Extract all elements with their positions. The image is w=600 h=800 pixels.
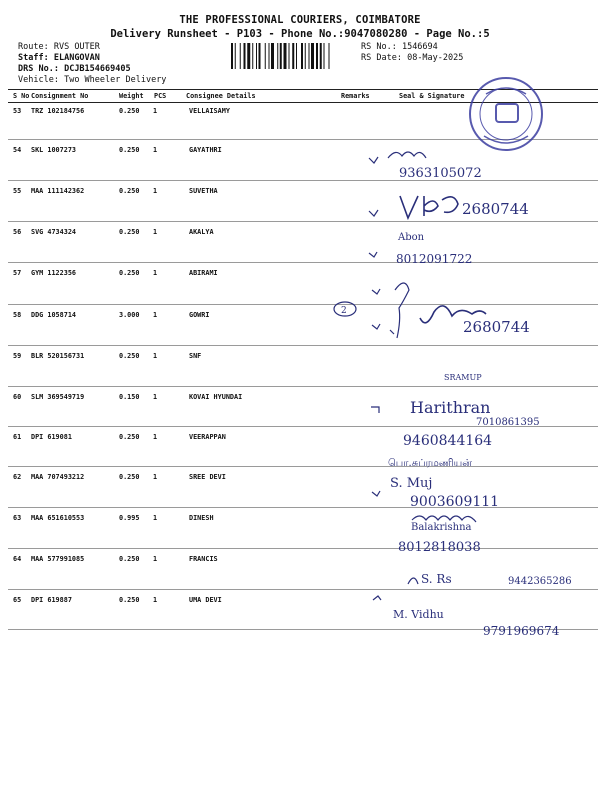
row-pcs: 1 [153,228,158,236]
table-row [8,181,598,222]
row-weight: 0.250 [119,107,140,115]
row-weight: 0.250 [119,146,140,154]
route-value: RVS OUTER [53,42,100,52]
sig-64-mark: S. Rs [421,572,452,586]
vehicle-value: Two Wheeler Delivery [64,75,167,85]
row-weight: 0.250 [119,269,140,277]
sig-60-phone: 7010861395 [476,417,540,428]
row-consignee: SREE DEVI [189,473,226,481]
row-pcs: 1 [153,555,158,563]
row-pcs: 1 [153,433,158,441]
row-consignee: GAYATHRI [189,146,222,154]
runsheet-title: Delivery Runsheet - P103 - Phone No.:9047080280 - Page No.:5 [110,28,490,40]
row-consignee: FRANCIS [189,555,218,563]
vehicle-line: Vehicle: Two Wheeler Delivery [18,75,167,85]
staff-line: Staff: ELANGOVAN [18,53,100,63]
row-weight: 0.250 [119,433,140,441]
col-seal: Seal & Signature [399,92,465,100]
sig-65-name: M. Vidhu [393,608,444,621]
row-consignment: GYM 1122356 [31,269,77,277]
sig-62-phone: 9003609111 [410,494,500,510]
row-sno: 56 [13,228,22,236]
row-sno: 53 [13,107,22,115]
table-row [8,427,598,467]
row-sno: 62 [13,473,22,481]
row-consignment: BLR 520156731 [31,352,85,360]
row-sno: 65 [13,596,22,604]
row-consignment: DPI 619887 [31,596,72,604]
row-pcs: 1 [153,187,158,195]
row-sno: 61 [13,433,22,441]
row-pcs: 1 [153,311,158,319]
row-sno: 58 [13,311,22,319]
sig-64-phone: 9442365286 [508,576,572,587]
row-pcs: 1 [153,514,158,522]
row-consignment: SVG 4734324 [31,228,77,236]
table-row [8,101,598,140]
table-row [8,387,598,427]
row-weight: 0.250 [119,473,140,481]
row-weight: 3.000 [119,311,140,319]
row-consignment: TRZ 102184756 [31,107,85,115]
row-weight: 0.250 [119,187,140,195]
row-pcs: 1 [153,473,158,481]
row-weight: 0.150 [119,393,140,401]
table-row [8,140,598,181]
row-consignee: GOWRI [189,311,210,319]
col-weight: Weight [119,92,144,100]
row-pcs: 1 [153,146,158,154]
row-consignment: MAA 111142362 [31,187,85,195]
row-consignment: SKL 1007273 [31,146,77,154]
table-row [8,549,598,590]
col-pcs: PCS [154,92,167,100]
sig-60-name: Harithran [410,398,491,417]
table-row [8,305,598,346]
row-consignment: DPI 619081 [31,433,72,441]
sig-56-name: Abon [398,232,425,243]
row-consignee: ABIRAMI [189,269,218,277]
row-sno: 55 [13,187,22,195]
row-weight: 0.250 [119,596,140,604]
sig-59-stamp: SRAMUP [444,373,482,382]
rs-no-line: RS No.: 1546694 [361,42,438,52]
col-remarks: Remarks [341,92,370,100]
sig-56-phone: 8012091722 [396,252,473,266]
sig-65-phone: 9791969674 [483,624,560,638]
table-row [8,590,598,630]
table-row [8,467,598,508]
row-pcs: 1 [153,107,158,115]
sig-61-tamil: பொ.சுப்ரமணியன் [388,458,472,469]
row-weight: 0.250 [119,228,140,236]
row-consignment: SLM 369549719 [31,393,85,401]
sig-63-name: Balakrishna [411,522,472,533]
row-consignee: SUVETHA [189,187,218,195]
row-consignment: DDG 1058714 [31,311,77,319]
table-row [8,222,598,263]
row-consignee: DINESH [189,514,214,522]
row-sno: 63 [13,514,22,522]
row-pcs: 1 [153,269,158,277]
company-title: THE PROFESSIONAL COURIERS, COIMBATORE [179,14,421,26]
sig-62-name: S. Muj [390,476,433,491]
drs-value: DCJB154669405 [64,64,131,74]
row-weight: 0.995 [119,514,140,522]
row-consignee: KOVAI HYUNDAI [189,393,243,401]
col-sno: S No [13,92,30,100]
circle-mark: 2 [341,306,347,316]
sig-54-phone: 9363105072 [399,166,482,181]
rs-date-value: 08-May-2025 [407,53,464,63]
row-weight: 0.250 [119,555,140,563]
sig-58-number: 2680744 [463,318,530,336]
sig-55-number: 2680744 [462,200,529,218]
route-line: Route: RVS OUTER [18,42,100,52]
row-consignee: AKALYA [189,228,214,236]
sig-63-phone: 8012818038 [398,540,481,555]
drs-line: DRS No.: DCJB154669405 [18,64,131,74]
staff-value: ELANGOVAN [53,53,100,63]
row-consignment: MAA 577991085 [31,555,85,563]
row-sno: 57 [13,269,22,277]
col-consignee: Consignee Details [186,92,256,100]
row-pcs: 1 [153,393,158,401]
table-row [8,346,598,387]
row-consignee: VEERAPPAN [189,433,226,441]
row-pcs: 1 [153,596,158,604]
row-sno: 54 [13,146,22,154]
table-row [8,263,598,305]
row-consignee: VELLAISAMY [189,107,230,115]
table-row [8,508,598,549]
row-consignee: UMA DEVI [189,596,222,604]
rs-date-line: RS Date: 08-May-2025 [361,53,464,63]
row-weight: 0.250 [119,352,140,360]
rs-no-value: 1546694 [401,42,438,52]
drs-barcode [231,43,351,69]
row-consignment: MAA 651610553 [31,514,85,522]
row-pcs: 1 [153,352,158,360]
row-consignment: MAA 707493212 [31,473,85,481]
row-sno: 59 [13,352,22,360]
col-consignment: Consignment No [31,92,89,100]
sig-61-phone: 9460844164 [403,433,493,449]
row-sno: 64 [13,555,22,563]
row-sno: 60 [13,393,22,401]
row-consignee: SNF [189,352,202,360]
